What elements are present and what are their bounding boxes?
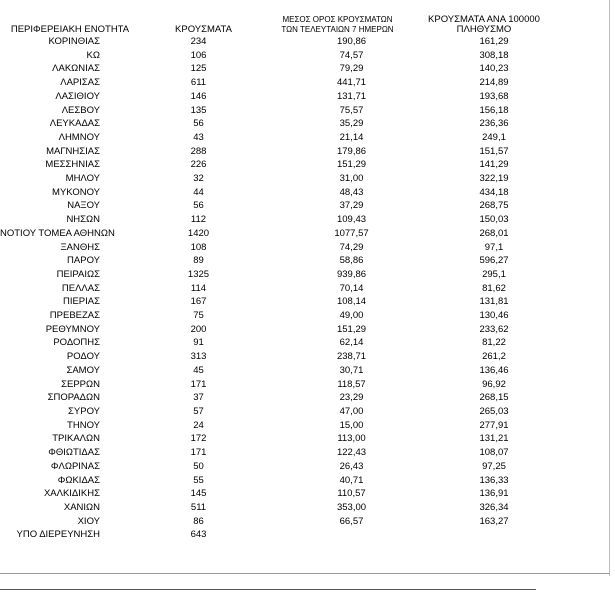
cell-region: ΛΑΣΙΘΙΟΥ <box>55 90 100 102</box>
cell-region: ΦΩΚΙΔΑΣ <box>57 474 100 486</box>
cell-region: ΤΗΝΟΥ <box>67 419 100 431</box>
cell-seven-day-average: 15,00 <box>339 419 364 431</box>
cell-cases-per-100k: 163,27 <box>479 515 509 527</box>
cell-seven-day-average: 441,71 <box>336 77 367 89</box>
cell-cases: 171 <box>190 447 207 459</box>
table-row <box>0 241 560 255</box>
cell-region: ΞΑΝΘΗΣ <box>60 241 100 253</box>
cell-cases-per-100k: 249,1 <box>482 131 506 143</box>
cell-region: ΜΗΛΟΥ <box>65 173 100 185</box>
header-per-line2: ΠΛΗΘΥΣΜΟ <box>456 24 512 35</box>
cell-cases-per-100k: 97,1 <box>484 241 504 253</box>
cell-cases-per-100k: 261,2 <box>482 351 506 363</box>
cell-seven-day-average: 30,71 <box>339 364 364 376</box>
header-seven-day-average <box>267 10 408 35</box>
table-row <box>0 501 560 515</box>
table-row <box>0 76 560 90</box>
cell-region: ΧΙΟΥ <box>77 515 100 527</box>
cell-cases: 114 <box>190 282 207 294</box>
cell-cases-per-100k <box>408 528 560 542</box>
cell-seven-day-average: 79,29 <box>339 63 364 75</box>
cell-cases: 44 <box>193 186 204 198</box>
cell-cases: 167 <box>190 296 207 308</box>
cell-cases-per-100k: 326,34 <box>479 501 509 513</box>
cell-cases: 106 <box>190 49 207 61</box>
cell-cases-per-100k: 322,19 <box>479 173 509 185</box>
table-row <box>0 49 560 63</box>
cell-seven-day-average: 75,57 <box>339 104 364 116</box>
cell-cases-per-100k: 108,07 <box>479 447 509 459</box>
cell-region: ΧΑΛΚΙΔΙΚΗΣ <box>43 488 100 500</box>
cell-seven-day-average: 122,43 <box>336 447 367 459</box>
cell-seven-day-average <box>267 528 408 542</box>
cell-seven-day-average: 66,57 <box>339 515 364 527</box>
cell-cases: 643 <box>190 529 207 541</box>
cell-region: ΠΕΙΡΑΙΩΣ <box>56 268 100 280</box>
cell-seven-day-average: 74,57 <box>339 49 364 61</box>
table-row <box>0 446 560 460</box>
page-edge <box>609 0 610 576</box>
table-row <box>0 487 560 501</box>
cell-seven-day-average: 151,29 <box>336 323 367 335</box>
cell-cases-per-100k: 268,15 <box>479 392 509 404</box>
cell-cases: 145 <box>190 488 207 500</box>
table-row <box>0 199 560 213</box>
table-row <box>0 460 560 474</box>
cell-cases-per-100k: 136,33 <box>479 474 509 486</box>
cell-cases: 32 <box>193 173 204 185</box>
cell-cases-per-100k: 268,01 <box>479 227 509 239</box>
table-row <box>0 282 560 296</box>
cell-seven-day-average: 40,71 <box>339 474 364 486</box>
cell-region: ΝΗΣΩΝ <box>66 214 100 226</box>
header-row <box>0 10 560 35</box>
cell-cases-per-100k: 136,91 <box>479 488 509 500</box>
table-row <box>0 336 560 350</box>
cell-cases-per-100k: 130,46 <box>479 310 509 322</box>
cell-region: ΥΠΟ ΔΙΕΡΕΥΝΗΣΗ <box>16 529 100 541</box>
cell-cases-per-100k: 81,62 <box>482 282 506 294</box>
cell-seven-day-average: 113,00 <box>337 433 366 445</box>
header-cases: ΚΡΟΥΣΜΑΤΑ <box>175 24 232 35</box>
cell-region: ΣΑΜΟΥ <box>66 364 100 376</box>
cell-region: ΛΑΚΩΝΙΑΣ <box>52 63 100 75</box>
cell-seven-day-average: 109,43 <box>336 214 367 226</box>
table-row <box>0 309 560 323</box>
cell-cases-per-100k: 236,36 <box>479 118 509 130</box>
header-per-line1: ΚΡΟΥΣΜΑΤΑ ΑΝΑ 100000 <box>428 14 540 25</box>
cell-seven-day-average: 179,86 <box>336 145 367 157</box>
table-bottom-rule <box>0 573 610 574</box>
table-row <box>0 117 560 131</box>
cell-region: ΣΠΟΡΑΔΩΝ <box>47 392 100 404</box>
cell-region: ΛΑΡΙΣΑΣ <box>60 77 100 89</box>
cell-region: ΠΙΕΡΙΑΣ <box>62 296 100 308</box>
cell-seven-day-average: 353,00 <box>336 501 367 513</box>
cell-cases: 91 <box>193 337 204 349</box>
table-row <box>0 227 560 241</box>
cell-seven-day-average: 151,29 <box>336 159 367 171</box>
table-row <box>0 419 560 433</box>
cell-region: ΠΡΕΒΕΖΑΣ <box>49 310 100 322</box>
table-row <box>0 213 560 227</box>
table-row <box>0 432 560 446</box>
cell-cases-per-100k: 434,18 <box>479 186 509 198</box>
cell-region: ΝΟΤΙΟΥ ΤΟΜΕΑ ΑΘΗΝΩΝ <box>0 227 115 239</box>
cell-cases: 200 <box>190 323 207 335</box>
cell-cases: 135 <box>190 104 207 116</box>
cell-cases-per-100k: 233,62 <box>479 323 509 335</box>
cell-region: ΡΟΔΟΥ <box>66 351 100 363</box>
header-avg-line1: ΜΕΣΟΣ ΟΡΟΣ ΚΡΟΥΣΜΑΤΩΝ <box>282 15 393 24</box>
cell-cases-per-100k: 136,46 <box>479 364 509 376</box>
table-row <box>0 172 560 186</box>
table-row <box>0 474 560 488</box>
header-cases-per-100k <box>408 10 560 35</box>
cell-cases-per-100k: 131,21 <box>479 433 509 445</box>
table-row <box>0 35 560 49</box>
cell-seven-day-average: 190,86 <box>336 36 367 47</box>
cell-seven-day-average: 21,14 <box>339 131 364 143</box>
table-row <box>0 323 560 337</box>
table-row <box>0 391 560 405</box>
cell-cases: 234 <box>190 36 207 47</box>
table-row <box>0 295 560 309</box>
cell-cases-per-100k: 81,22 <box>482 337 506 349</box>
cell-cases-per-100k: 193,68 <box>479 90 509 102</box>
cell-seven-day-average: 31,00 <box>339 173 364 185</box>
table-row <box>0 158 560 172</box>
cell-seven-day-average: 70,14 <box>339 282 364 294</box>
cell-region: ΚΩ <box>86 49 100 61</box>
table-row <box>0 528 560 542</box>
cell-cases-per-100k: 214,89 <box>479 77 509 89</box>
cell-cases: 56 <box>193 118 204 130</box>
cell-seven-day-average: 23,29 <box>339 392 364 404</box>
table-row <box>0 131 560 145</box>
cell-seven-day-average: 1077,57 <box>334 227 369 239</box>
table-row <box>0 405 560 419</box>
cell-cases: 37 <box>193 392 204 404</box>
cell-region: ΜΑΓΝΗΣΙΑΣ <box>46 145 100 157</box>
cell-cases-per-100k: 308,18 <box>479 49 509 61</box>
cell-seven-day-average: 238,71 <box>336 351 367 363</box>
cell-seven-day-average: 48,43 <box>339 186 364 198</box>
cell-cases: 89 <box>193 255 204 267</box>
cell-cases-per-100k: 151,57 <box>479 145 509 157</box>
cell-cases: 125 <box>190 63 207 75</box>
cell-cases-per-100k: 97,25 <box>482 460 506 472</box>
cell-region: ΧΑΝΙΩΝ <box>63 501 100 513</box>
cell-region: ΝΑΞΟΥ <box>67 200 100 212</box>
cell-cases: 45 <box>193 364 204 376</box>
cell-cases: 313 <box>190 351 207 363</box>
cell-cases: 86 <box>193 515 204 527</box>
cell-cases: 172 <box>190 433 207 445</box>
cell-seven-day-average: 26,43 <box>339 460 364 472</box>
table-header <box>0 10 560 35</box>
cell-region: ΠΑΡΟΥ <box>67 255 100 267</box>
table-row <box>0 378 560 392</box>
cell-seven-day-average: 62,14 <box>339 337 364 349</box>
table-row <box>0 90 560 104</box>
cell-seven-day-average: 108,14 <box>336 296 367 308</box>
cell-cases-per-100k: 140,23 <box>479 63 509 75</box>
cell-cases: 50 <box>193 460 204 472</box>
table-row <box>0 145 560 159</box>
cell-cases: 1420 <box>187 227 210 239</box>
header-region: ΠΕΡΙΦΕΡΕΙΑΚΗ ΕΝΟΤΗΤΑ <box>10 24 130 35</box>
cell-region: ΣΥΡΟΥ <box>68 405 100 417</box>
cell-seven-day-average: 110,57 <box>337 488 366 500</box>
cell-region: ΜΕΣΣΗΝΙΑΣ <box>45 159 100 171</box>
table-row <box>0 254 560 268</box>
table-row <box>0 62 560 76</box>
table-row <box>0 104 560 118</box>
cell-seven-day-average: 58,86 <box>339 255 364 267</box>
cell-region: ΡΟΔΟΠΗΣ <box>53 337 100 349</box>
cell-region: ΡΕΘΥΜΝΟΥ <box>45 323 100 335</box>
cell-cases-per-100k: 156,18 <box>479 104 509 116</box>
cell-cases: 171 <box>190 378 207 390</box>
cell-seven-day-average: 47,00 <box>339 405 364 417</box>
cell-cases: 56 <box>193 200 204 212</box>
cell-cases: 55 <box>193 474 204 486</box>
cell-region: ΛΕΣΒΟΥ <box>61 104 100 116</box>
cell-seven-day-average: 37,29 <box>339 200 364 212</box>
cell-region: ΦΛΩΡΙΝΑΣ <box>50 460 100 472</box>
cell-cases: 146 <box>190 90 207 102</box>
cell-cases: 1325 <box>187 268 210 280</box>
cell-cases: 226 <box>190 159 207 171</box>
cell-cases: 24 <box>193 419 204 431</box>
cell-cases-per-100k: 131,81 <box>479 296 509 308</box>
cell-cases: 611 <box>190 77 207 89</box>
footer-rule <box>0 589 536 590</box>
table-row <box>0 364 560 378</box>
header-avg-line2: ΤΩΝ ΤΕΛΕΥΤΑΙΩΝ 7 ΗΜΕΡΩΝ <box>281 25 394 34</box>
cell-cases-per-100k: 277,91 <box>479 419 509 431</box>
cell-cases-per-100k: 141,29 <box>479 159 509 171</box>
cell-cases-per-100k: 96,92 <box>482 378 506 390</box>
table-row <box>0 268 560 282</box>
cell-cases: 112 <box>190 214 207 226</box>
cell-cases: 75 <box>193 310 204 322</box>
cell-region: ΠΕΛΛΑΣ <box>61 282 100 294</box>
cell-seven-day-average: 49,00 <box>339 310 364 322</box>
cell-seven-day-average: 74,29 <box>339 241 364 253</box>
cell-region: ΜΥΚΟΝΟΥ <box>52 186 100 198</box>
cell-region: ΤΡΙΚΑΛΩΝ <box>52 433 100 445</box>
cell-cases-per-100k: 161,29 <box>479 36 509 47</box>
cell-cases-per-100k: 265,03 <box>479 405 509 417</box>
cell-seven-day-average: 35,29 <box>339 118 364 130</box>
cell-region: ΛΗΜΝΟΥ <box>58 131 100 143</box>
table-row <box>0 515 560 529</box>
cell-seven-day-average: 118,57 <box>337 378 366 390</box>
cell-region: ΚΟΡΙΝΘΙΑΣ <box>48 36 100 47</box>
cases-table <box>0 10 560 542</box>
cell-cases: 108 <box>190 241 207 253</box>
cell-cases: 57 <box>193 405 204 417</box>
cell-cases-per-100k: 268,75 <box>479 200 509 212</box>
cell-cases-per-100k: 150,03 <box>479 214 509 226</box>
cell-cases: 511 <box>190 501 207 513</box>
table-body <box>0 35 560 542</box>
table-row <box>0 350 560 364</box>
table-row <box>0 186 560 200</box>
cell-cases: 288 <box>190 145 207 157</box>
cell-seven-day-average: 131,71 <box>336 90 367 102</box>
cell-seven-day-average: 939,86 <box>336 268 367 280</box>
cell-cases-per-100k: 295,1 <box>482 268 506 280</box>
cell-cases-per-100k: 596,27 <box>479 255 509 267</box>
cell-region: ΦΘΙΩΤΙΔΑΣ <box>48 447 100 459</box>
cell-region: ΣΕΡΡΩΝ <box>61 378 100 390</box>
cell-region: ΛΕΥΚΑΔΑΣ <box>49 118 100 130</box>
cell-cases: 43 <box>193 131 204 143</box>
